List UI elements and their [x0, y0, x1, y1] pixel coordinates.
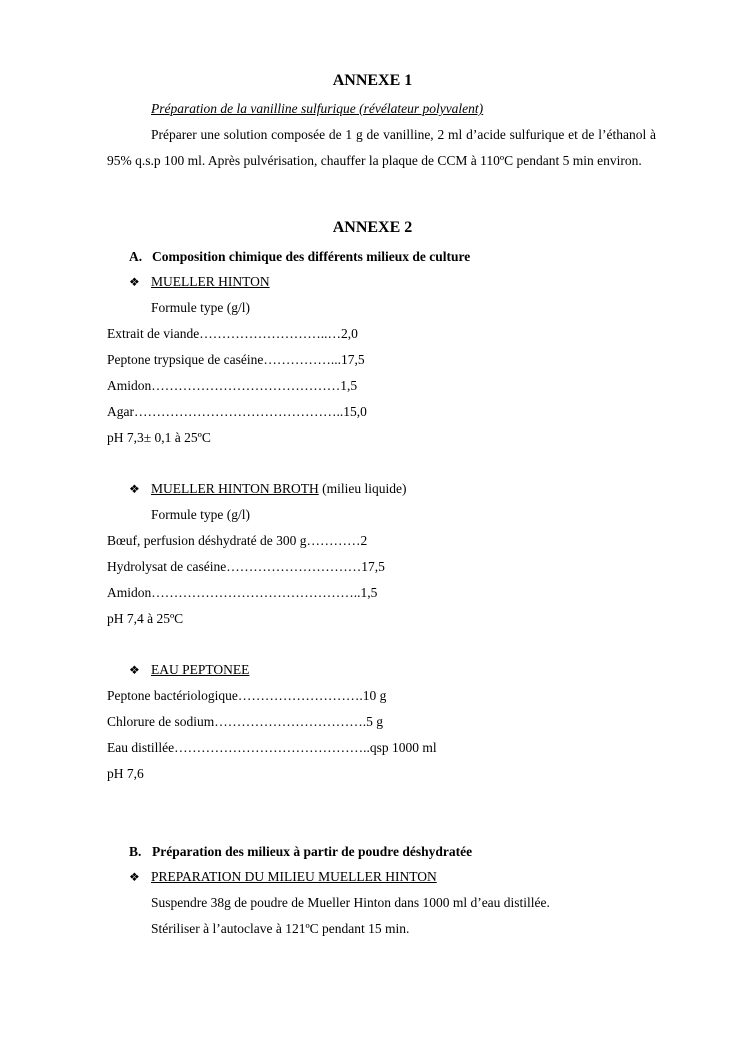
annexe1-subtitle: Préparation de la vanilline sulfurique (révélateur polyvalent): [151, 101, 484, 116]
prep-mh-name: PREPARATION DU MILIEU MUELLER HINTON: [151, 869, 437, 884]
mh-name: MUELLER HINTON: [151, 274, 270, 289]
mhb-name: MUELLER HINTON BROTH: [151, 481, 319, 496]
mhb-ph: pH 7,4 à 25ºC: [107, 611, 184, 626]
mhb-row: Amidon………………………………………..1,5: [107, 585, 378, 600]
mhb-formula: Formule type (g/l): [151, 507, 250, 522]
ep-row: Eau distillée……………………………………..qsp 1000 ml: [107, 740, 437, 755]
diamond-bullet-icon: ❖: [129, 663, 140, 677]
annexe2-title: ANNEXE 2: [332, 219, 413, 236]
mh-row: Extrait de viande………………………..…2,0: [107, 326, 358, 341]
mh-row: Amidon……………………………………1,5: [107, 378, 358, 393]
ep-ph: pH 7,6: [107, 766, 144, 781]
section-a-heading-text: Composition chimique des différents milieux de culture: [152, 249, 471, 264]
diamond-bullet-icon: ❖: [129, 275, 140, 289]
annexe1-title: ANNEXE 1: [332, 72, 413, 89]
ep-item: [129, 661, 249, 679]
annexe1-paragraph: Préparer une solution composée de 1 g de vanilline, 2 ml d’acide sulfurique et de l’éthanol à 95% q.s.p 100 ml. Après pulvérisation, chauffer la plaque de CCM à 110ºC pendant 5 min environ.: [107, 127, 656, 168]
section-a-marker: A.: [129, 249, 143, 264]
ep-row: Chlorure de sodium…………………………….5 g: [107, 714, 383, 729]
section-a-heading: [129, 248, 470, 266]
mhb-item: [129, 480, 406, 498]
section-b-heading: [129, 843, 472, 861]
ep-name: EAU PEPTONEE: [151, 662, 250, 677]
mhb-row: Hydrolysat de caséine…………………………17,5: [107, 559, 385, 574]
mh-row: Agar………………………………………..15,0: [107, 404, 367, 419]
prep-line: Suspendre 38g de poudre de Mueller Hinton dans 1000 ml d’eau distillée.: [151, 895, 550, 910]
mhb-row: Bœuf, perfusion déshydraté de 300 g…………2: [107, 533, 368, 548]
mh-formula: Formule type (g/l): [151, 300, 250, 315]
section-b-marker: B.: [129, 844, 142, 859]
mh-item: [129, 273, 270, 291]
diamond-bullet-icon: ❖: [129, 482, 140, 496]
mh-row: Peptone trypsique de caséine……………...17,5: [107, 352, 365, 367]
prep-mh-item: [129, 868, 437, 886]
mhb-suffix: (milieu liquide): [318, 481, 407, 496]
mh-ph: pH 7,3± 0,1 à 25ºC: [107, 430, 211, 445]
section-b-heading-text: Préparation des milieux à partir de poudre déshydratée: [152, 844, 473, 859]
prep-line: Stériliser à l’autoclave à 121ºC pendant 15 min.: [151, 921, 410, 936]
diamond-bullet-icon: ❖: [129, 870, 140, 884]
ep-row: Peptone bactériologique……………………….10 g: [107, 688, 387, 703]
